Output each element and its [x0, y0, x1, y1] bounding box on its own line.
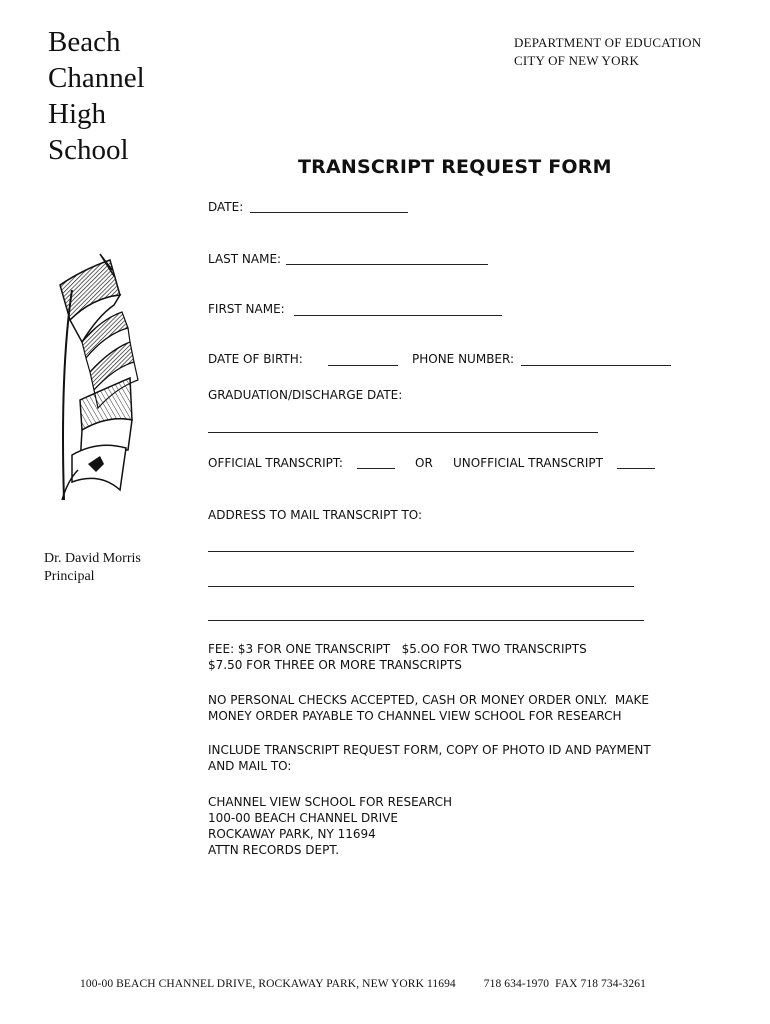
- mail-to-line: ATTN RECORDS DEPT.: [208, 843, 340, 857]
- date-input-line[interactable]: [250, 212, 408, 213]
- principal-name: Dr. David Morris: [44, 551, 141, 566]
- phone-number-input-line[interactable]: [521, 365, 671, 366]
- mail-to-line: ROCKAWAY PARK, NY 11694: [208, 827, 376, 841]
- first-name-input-line[interactable]: [294, 315, 502, 316]
- school-name: [48, 24, 145, 168]
- flag-logo-icon: [42, 250, 152, 510]
- footer: [80, 978, 646, 990]
- payment-line: NO PERSONAL CHECKS ACCEPTED, CASH OR MONEY ORDER ONLY. MAKE: [208, 693, 649, 707]
- include-line: AND MAIL TO:: [208, 759, 292, 773]
- address-input-line-1[interactable]: [208, 551, 634, 552]
- date-of-birth-input-line[interactable]: [328, 365, 398, 366]
- or-label: OR: [415, 456, 433, 470]
- fee-line: FEE: $3 FOR ONE TRANSCRIPT $5.OO FOR TWO TRANSCRIPTS: [208, 642, 587, 656]
- address-input-line-2[interactable]: [208, 586, 634, 587]
- payment-line: MONEY ORDER PAYABLE TO CHANNEL VIEW SCHOOL FOR RESEARCH: [208, 709, 622, 723]
- school-logo: [42, 250, 152, 515]
- mail-to-line: CHANNEL VIEW SCHOOL FOR RESEARCH: [208, 795, 453, 809]
- address-label: ADDRESS TO MAIL TRANSCRIPT TO:: [208, 508, 423, 522]
- payment-text: [208, 692, 688, 724]
- fee-text: [208, 641, 688, 673]
- form-title: TRANSCRIPT REQUEST FORM: [298, 156, 612, 178]
- city-line: CITY OF NEW YORK: [514, 53, 640, 68]
- mail-to-address: [208, 794, 688, 858]
- graduation-date-label: GRADUATION/DISCHARGE DATE:: [208, 388, 403, 402]
- phone-number-label: PHONE NUMBER:: [412, 352, 515, 366]
- department-line: DEPARTMENT OF EDUCATION: [514, 35, 702, 50]
- school-name-line: School: [48, 134, 129, 166]
- date-of-birth-label: DATE OF BIRTH:: [208, 352, 303, 366]
- mail-to-line: 100-00 BEACH CHANNEL DRIVE: [208, 811, 398, 825]
- include-text: [208, 742, 688, 774]
- date-label: DATE:: [208, 200, 244, 214]
- principal-title: Principal: [44, 569, 95, 584]
- first-name-label: FIRST NAME:: [208, 302, 285, 316]
- official-transcript-input-line[interactable]: [357, 468, 395, 469]
- graduation-date-input-line[interactable]: [208, 432, 598, 433]
- footer-address: 100-00 BEACH CHANNEL DRIVE, ROCKAWAY PARK, NEW YORK 11694: [80, 978, 456, 990]
- school-name-line: Channel: [48, 62, 145, 94]
- footer-phone-fax: 718 634-1970 FAX 718 734-3261: [483, 978, 646, 990]
- last-name-label: LAST NAME:: [208, 252, 282, 266]
- include-line: INCLUDE TRANSCRIPT REQUEST FORM, COPY OF PHOTO ID AND PAYMENT: [208, 743, 651, 757]
- unofficial-transcript-input-line[interactable]: [617, 468, 655, 469]
- school-name-line: Beach: [48, 26, 121, 58]
- unofficial-transcript-label: UNOFFICIAL TRANSCRIPT: [453, 456, 603, 470]
- address-input-line-3[interactable]: [208, 620, 644, 621]
- official-transcript-label: OFFICIAL TRANSCRIPT:: [208, 456, 343, 470]
- school-name-line: High: [48, 98, 106, 130]
- principal-block: [44, 550, 141, 586]
- department-header: [514, 34, 701, 70]
- last-name-input-line[interactable]: [286, 264, 488, 265]
- fee-line: $7.50 FOR THREE OR MORE TRANSCRIPTS: [208, 658, 462, 672]
